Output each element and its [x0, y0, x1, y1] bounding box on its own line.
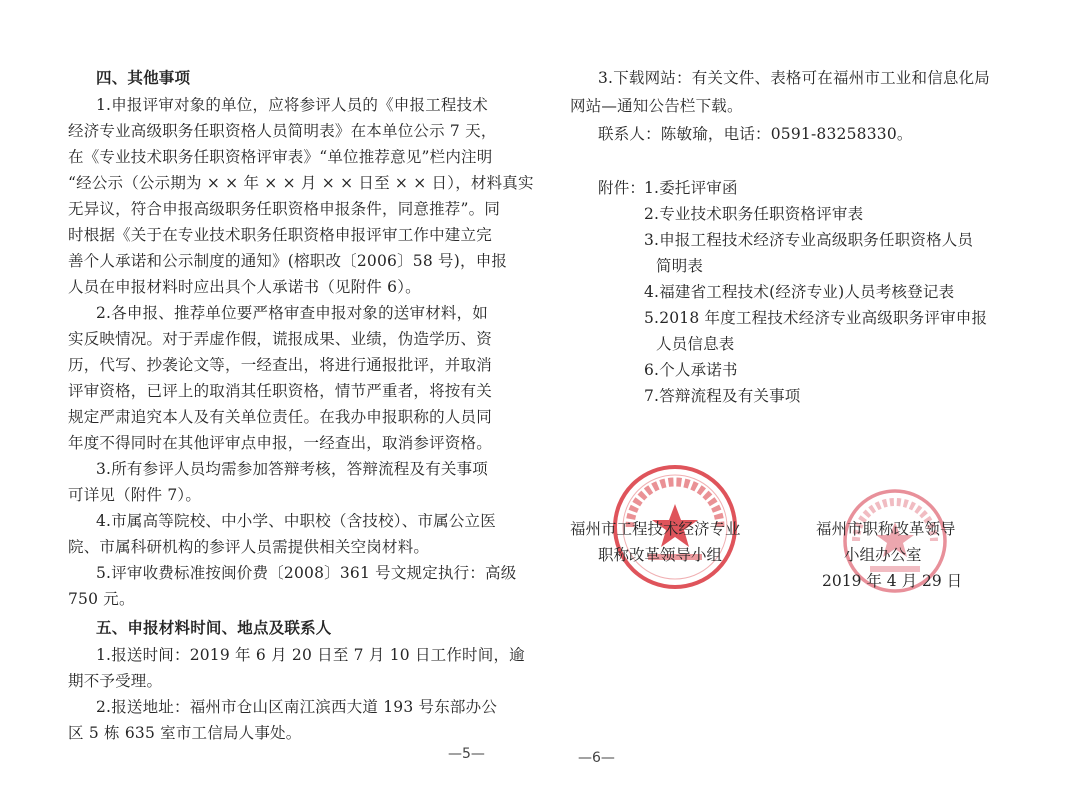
paragraph-line: 可详见（附件 7）。 — [68, 486, 202, 504]
attachment-item: 1.委托评审函 — [644, 179, 738, 197]
signature-right-line2: 小组办公室 — [844, 546, 922, 564]
paragraph-line: 期不予受理。 — [68, 672, 163, 690]
section-heading-4: 四、其他事项 — [96, 68, 191, 87]
paragraph-line: 2.报送地址：福州市仓山区南江滨西大道 193 号东部办公 — [96, 698, 498, 716]
paragraph-line: 院、市属科研机构的参评人员需提供相关空岗材料。 — [68, 538, 430, 556]
paragraph-line: 无异议，符合申报高级职务任职资格申报条件，同意推荐”。同 — [68, 200, 501, 218]
paragraph-line: 时根据《关于在专业技术职务任职资格申报评审工作中建立完 — [68, 226, 492, 244]
paragraph-line: “经公示（公示期为 × × 年 × × 月 × × 日至 × × 日），材料真实 — [68, 174, 534, 192]
attachment-item: 6.个人承诺书 — [644, 361, 738, 379]
attachment-item-cont: 简明表 — [656, 257, 704, 275]
attachment-item-cont: 人员信息表 — [656, 335, 735, 353]
paragraph-line: 750 元。 — [68, 590, 135, 608]
paragraph-line: 1.申报评审对象的单位，应将参评人员的《申报工程技术 — [96, 96, 488, 114]
paragraph-line: 评审资格，已评上的取消其任职资格，情节严重者，将按有关 — [68, 382, 492, 400]
paragraph-line: 实反映情况。对于弄虚作假，谎报成果、业绩，伪造学历、资 — [68, 330, 492, 348]
attachment-item: 5.2018 年度工程技术经济专业高级职务评审申报 — [644, 309, 988, 327]
paragraph-line: 善个人承诺和公示制度的通知》(榕职改〔2006〕58 号)，申报 — [68, 252, 508, 270]
paragraph-line: 网站—通知公告栏下载。 — [570, 97, 743, 115]
attachments-label: 附件： — [598, 179, 646, 197]
paragraph-line: 3.所有参评人员均需参加答辩考核，答辩流程及有关事项 — [96, 460, 488, 478]
paragraph-line: 规定严肃追究本人及有关单位责任。在我办申报职称的人员同 — [68, 408, 492, 426]
right-page — [540, 0, 1080, 810]
paragraph-line: 年度不得同时在其他评审点申报，一经查出，取消参评资格。 — [68, 434, 492, 452]
signature-left-line2: 职称改革领导小组 — [598, 546, 723, 564]
paragraph-line: 历，代写、抄袭论文等，一经查出，将进行通报批评，并取消 — [68, 356, 492, 374]
paragraph-line: 1.报送时间：2019 年 6 月 20 日至 7 月 10 日工作时间，逾 — [96, 646, 525, 664]
page-number-right: —6— — [578, 750, 615, 766]
contact-line: 联系人：陈敏瑜，电话：0591-83258330。 — [598, 125, 913, 143]
signature-date: 2019 年 4 月 29 日 — [822, 572, 963, 590]
attachment-item: 3.申报工程技术经济专业高级职务任职资格人员 — [644, 231, 974, 249]
paragraph-line: 2.各申报、推荐单位要严格审查申报对象的送审材料，如 — [96, 304, 488, 322]
paragraph-line: 在《专业技术职务任职资格评审表》“单位推荐意见”栏内注明 — [68, 148, 493, 166]
paragraph-line: 3.下载网站：有关文件、表格可在福州市工业和信息化局 — [598, 69, 990, 87]
attachment-item: 2.专业技术职务任职资格评审表 — [644, 205, 864, 223]
paragraph-line: 区 5 栋 635 室市工信局人事处。 — [68, 724, 302, 742]
paragraph-line: 4.市属高等院校、中小学、中职校（含技校）、市属公立医 — [96, 512, 496, 530]
paragraph-line: 人员在申报材料时应出具个人承诺书（见附件 6）。 — [68, 278, 421, 296]
attachment-item: 4.福建省工程技术(经济专业)人员考核登记表 — [644, 283, 955, 301]
page-number-left: —5— — [448, 746, 485, 762]
signature-right-line1: 福州市职称改革领导 — [816, 520, 956, 538]
attachment-item: 7.答辩流程及有关事项 — [644, 387, 801, 405]
signature-left-line1: 福州市工程技术经济专业 — [570, 520, 741, 538]
paragraph-line: 经济专业高级职务任职资格人员简明表》在本单位公示 7 天， — [68, 122, 497, 140]
section-heading-5: 五、申报材料时间、地点及联系人 — [96, 618, 332, 637]
paragraph-line: 5.评审收费标准按闽价费〔2008〕361 号文规定执行：高级 — [96, 564, 517, 582]
